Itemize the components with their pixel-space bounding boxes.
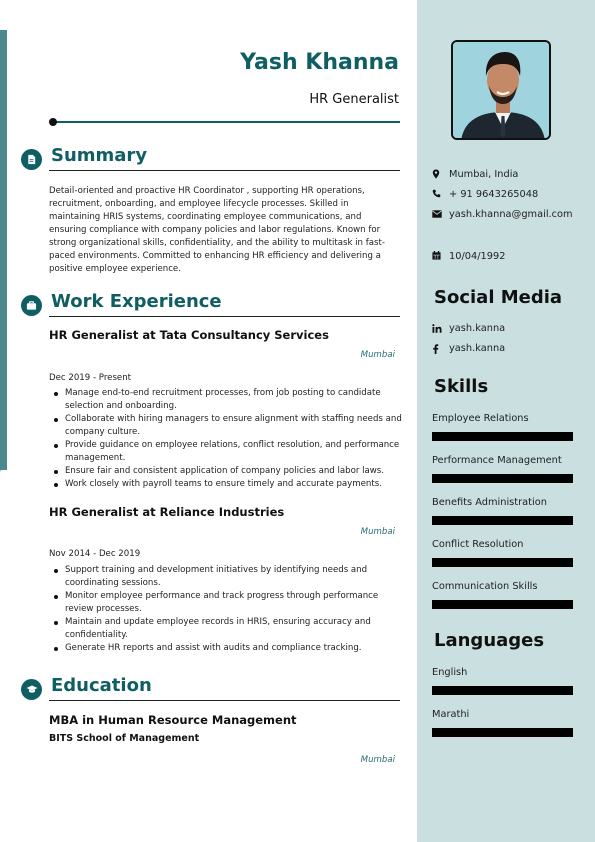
skill-bar: [432, 474, 573, 483]
summary-heading: Summary: [51, 145, 148, 166]
profile-photo: [451, 40, 551, 140]
social-facebook-text: yash.kanna: [449, 343, 506, 354]
social-linkedin[interactable]: [432, 321, 577, 336]
list-item: Generate HR reports and assist with audits and compliance tracking.: [65, 642, 405, 655]
list-item: Work closely with payroll teams to ensure timely and accurate payments.: [65, 478, 405, 491]
language-bar-fill: [432, 686, 573, 695]
facebook-icon: [432, 342, 449, 355]
job-bullets: [65, 564, 405, 655]
candidate-name: Yash Khanna: [240, 50, 399, 75]
skill-bar: [432, 432, 573, 441]
list-item: Monitor employee performance and track progress through performance review processes.: [65, 590, 405, 616]
list-item: Maintain and update employee records in HRIS, ensuring accuracy and confidentiality.: [65, 616, 405, 642]
phone-icon: [432, 187, 449, 200]
list-item: Provide guidance on employee relations, conflict resolution, and performance management.: [65, 439, 405, 465]
language-bar-fill: [432, 728, 573, 737]
list-item: Ensure fair and consistent application of company policies and labor laws.: [65, 465, 405, 478]
skill-label: Communication Skills: [432, 581, 538, 592]
education-school: BITS School of Management: [49, 733, 200, 744]
list-item: Manage end-to-end recruitment processes, from job posting to candidate selection and onboarding.: [65, 387, 405, 413]
social-heading: Social Media: [434, 287, 563, 308]
skills-heading: Skills: [434, 376, 489, 397]
language-bar: [432, 728, 573, 737]
experience-heading: Work Experience: [51, 291, 222, 312]
left-accent-notch: [0, 450, 7, 472]
header-divider: [52, 121, 400, 123]
contact-location-text: Mumbai, India: [449, 169, 519, 180]
summary-text: Detail-oriented and proactive HR Coordinator , supporting HR operations, recruitment, onboarding, and employee lifecycle processes. Skilled in maintaining HRIS systems, coordinating employee communications, and ensuring compliance with company policies and labor regulations. Known for strong organizational skills, confidentiality, and the ability to multitask in fast-paced environments. Committed to enhancing HR efficiency and delivering a positive employee experience.: [49, 186, 385, 274]
education-divider: [49, 700, 400, 701]
candidate-role: HR Generalist: [309, 92, 399, 107]
list-item: Support training and development initiatives by identifying needs and coordinating sessions.: [65, 564, 405, 590]
experience-divider: [49, 316, 400, 317]
skill-bar: [432, 600, 573, 609]
linkedin-icon: [432, 322, 449, 335]
skill-bar-fill: [432, 474, 573, 483]
briefcase-icon: [21, 295, 42, 316]
left-accent-bar: [0, 30, 7, 470]
languages-heading: Languages: [434, 630, 545, 651]
language-label: English: [432, 667, 468, 678]
document-icon: [21, 149, 42, 170]
contact-phone: [432, 187, 577, 202]
skill-bar-fill: [432, 558, 573, 567]
skill-label: Employee Relations: [432, 413, 529, 424]
job-bullets: [65, 387, 405, 491]
skill-bar-fill: [432, 432, 573, 441]
contact-dob-text: 10/04/1992: [449, 251, 506, 262]
graduation-cap-icon: [21, 679, 42, 700]
skill-bar-fill: [432, 600, 573, 609]
social-facebook[interactable]: [432, 341, 577, 356]
summary-divider: [49, 170, 400, 171]
skill-label: Conflict Resolution: [432, 539, 524, 550]
contact-email: [432, 207, 577, 222]
skill-bar: [432, 516, 573, 525]
skill-bar-fill: [432, 516, 573, 525]
language-label: Marathi: [432, 709, 470, 720]
job-title: HR Generalist at Tata Consultancy Services: [49, 328, 329, 342]
skill-label: Benefits Administration: [432, 497, 547, 508]
job-location: Mumbai: [360, 350, 395, 360]
contact-dob: [432, 249, 577, 264]
skill-label: Performance Management: [432, 455, 562, 466]
contact-email-text[interactable]: yash.khanna@gmail.com: [449, 209, 573, 220]
calendar-icon: [432, 249, 449, 262]
job-dates: Dec 2019 - Present: [49, 373, 132, 383]
language-bar: [432, 686, 573, 695]
social-linkedin-text: yash.kanna: [449, 323, 506, 334]
contact-phone-text: + 91 9643265048: [449, 189, 539, 200]
job-location: Mumbai: [360, 527, 395, 537]
list-item: Collaborate with hiring managers to ensure alignment with staffing needs and company culture.: [65, 413, 405, 439]
education-degree: MBA in Human Resource Management: [49, 713, 297, 727]
education-heading: Education: [51, 675, 152, 696]
map-pin-icon: [432, 167, 449, 180]
education-location: Mumbai: [360, 755, 395, 765]
contact-location: [432, 167, 577, 182]
envelope-icon: [432, 207, 449, 220]
skill-bar: [432, 558, 573, 567]
job-dates: Nov 2014 - Dec 2019: [49, 549, 141, 559]
job-title: HR Generalist at Reliance Industries: [49, 505, 285, 519]
header-divider-dot: [49, 118, 57, 126]
